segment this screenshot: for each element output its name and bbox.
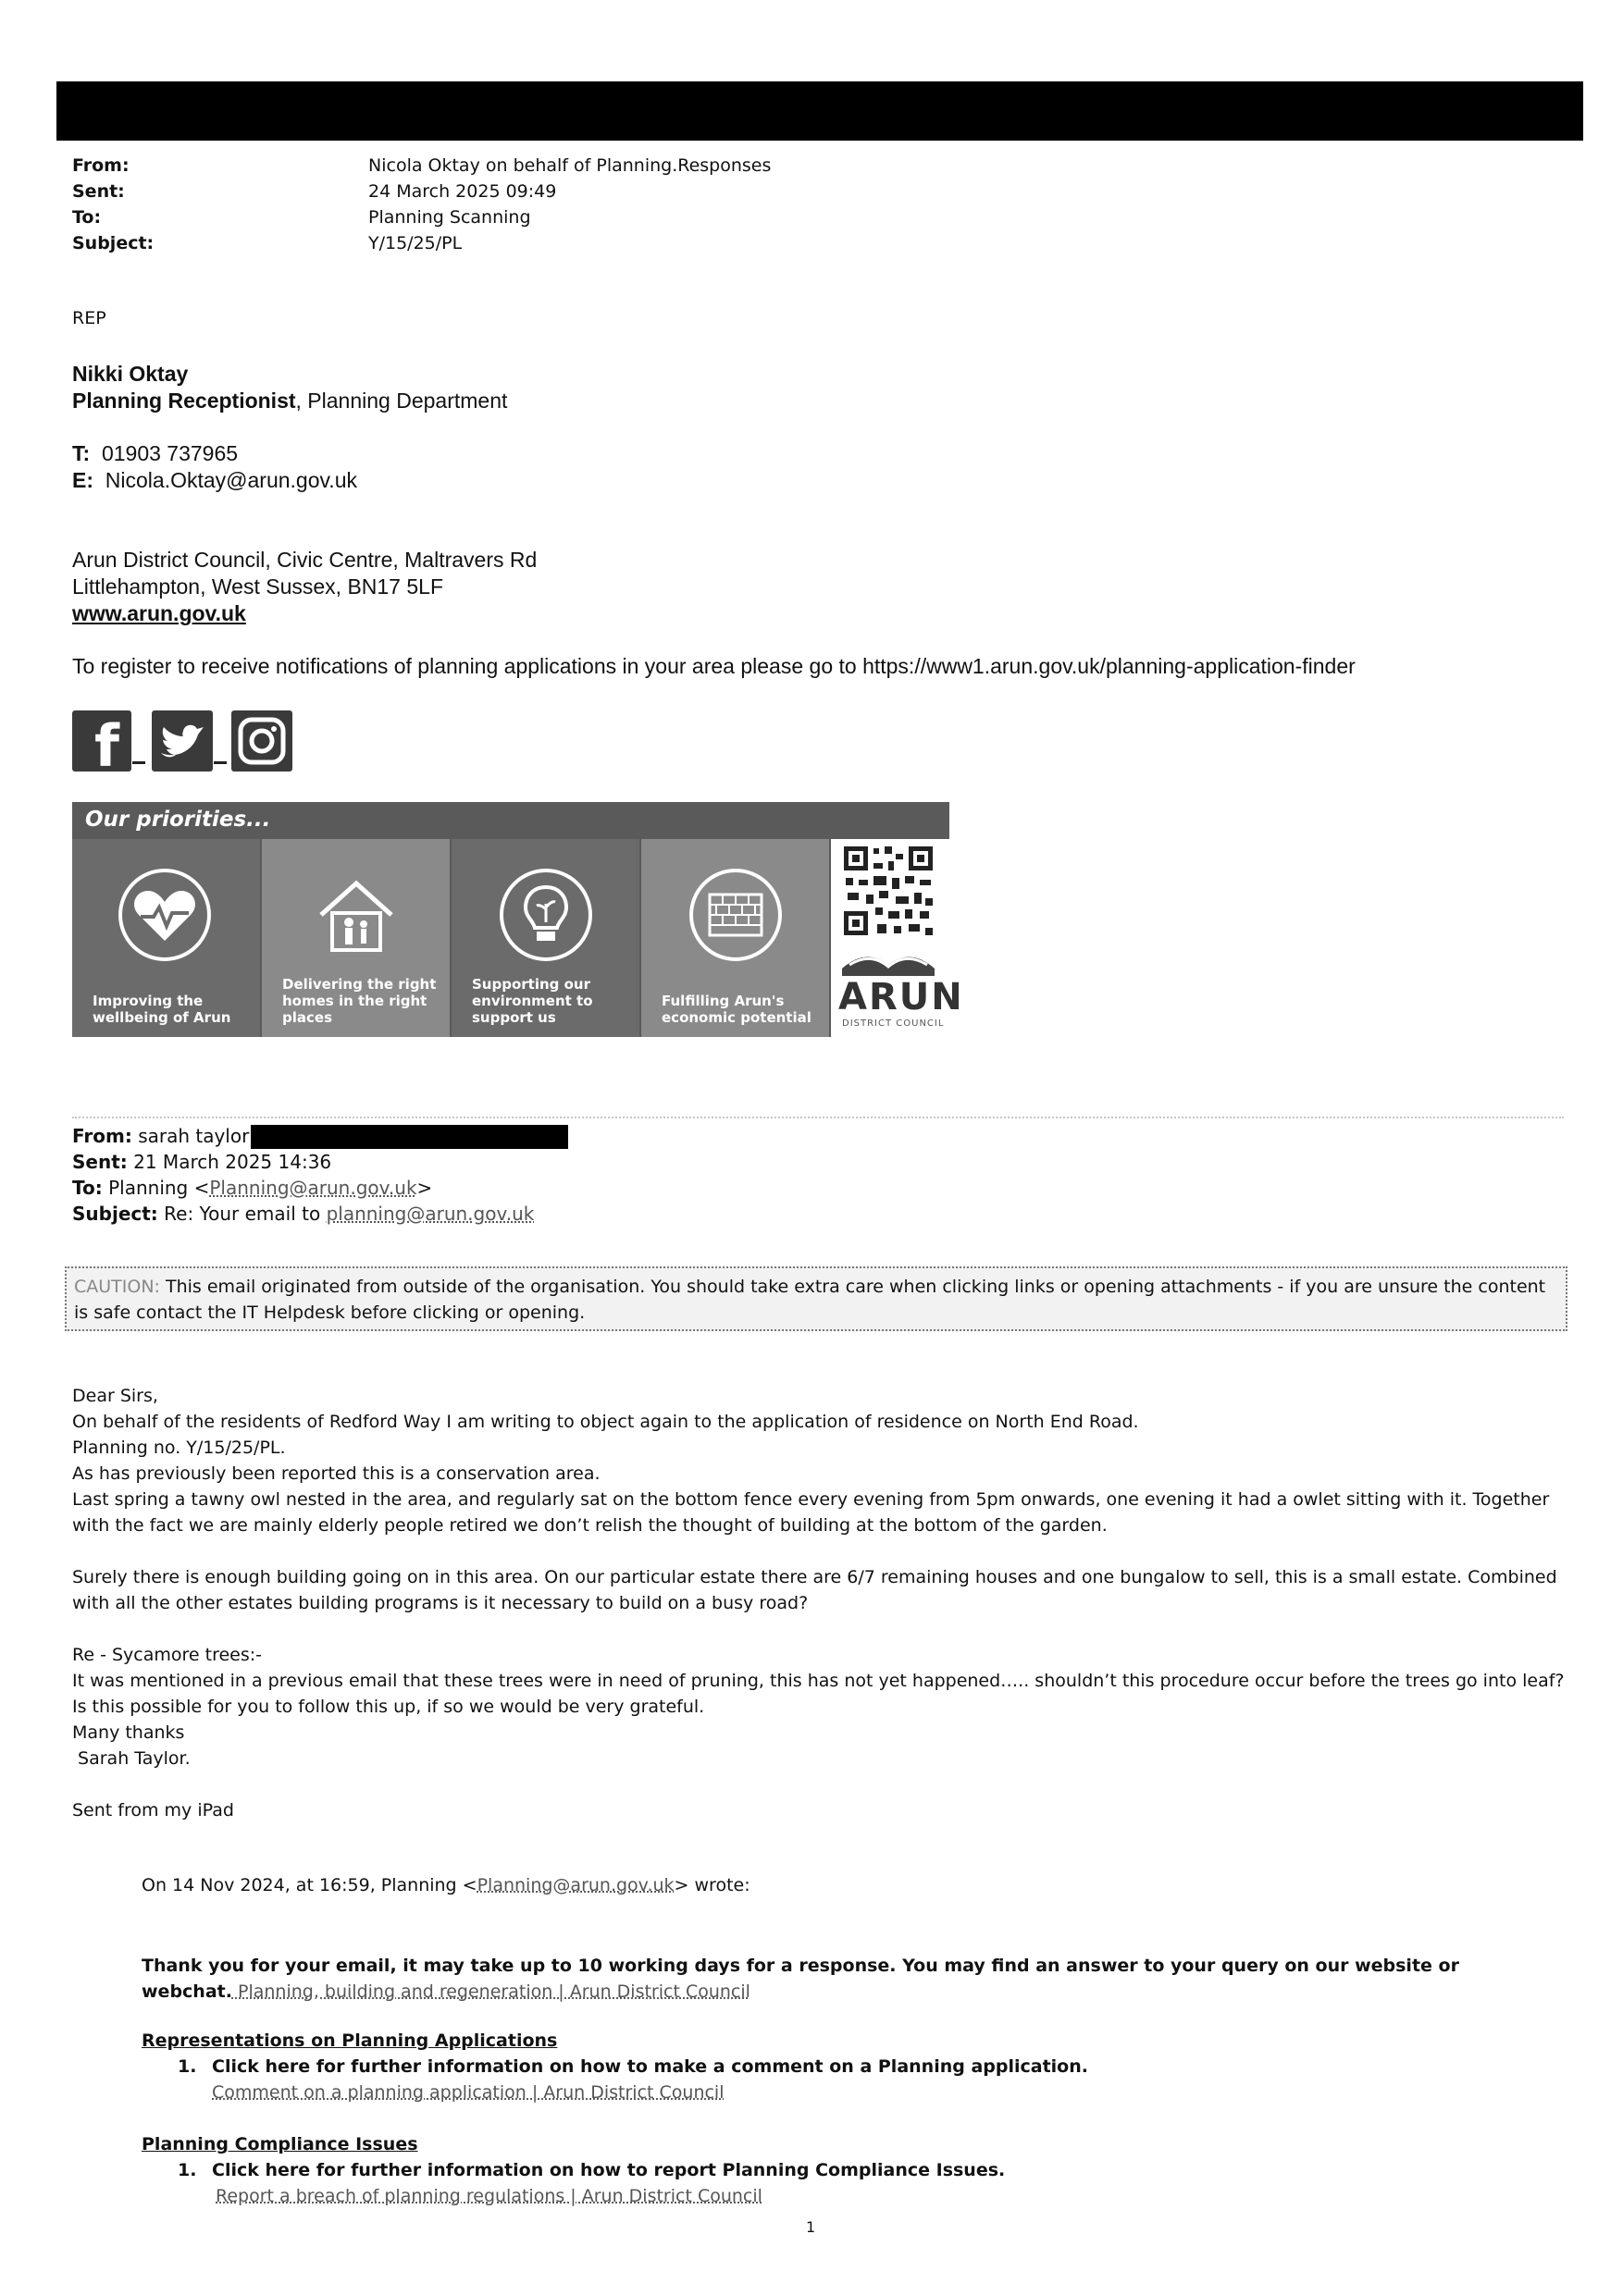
fwd-sent-value: 21 March 2025 14:36 bbox=[133, 1151, 332, 1173]
section-heading-representations: Representations on Planning Applications bbox=[142, 2031, 558, 2051]
caution-banner bbox=[65, 1266, 1567, 1331]
address-line-2: Littlehampton, West Sussex, BN17 5LF bbox=[72, 574, 443, 599]
letter-signoff: Sarah Taylor. bbox=[72, 1748, 191, 1769]
from-label: From: bbox=[72, 155, 130, 176]
fwd-subject bbox=[72, 1203, 534, 1225]
letter-paragraph: On behalf of the residents of Redford Way I am writing to object again to the application of residence on North End Road. bbox=[72, 1412, 1139, 1432]
priority-text: Improving the wellbeing of Arun bbox=[93, 993, 231, 1026]
wave-logo-icon bbox=[840, 948, 936, 976]
priority-panel bbox=[452, 839, 639, 1037]
report-breach-link[interactable]: Report a breach of planning regulations | Arun District Council bbox=[216, 2186, 762, 2206]
house-icon bbox=[308, 867, 404, 963]
fwd-from-value: sarah taylor bbox=[138, 1125, 250, 1147]
subject-label: Subject: bbox=[72, 233, 155, 253]
qr-code-icon[interactable] bbox=[840, 843, 936, 939]
quoted-intro-suffix: > wrote: bbox=[674, 1875, 750, 1895]
tel-value: 01903 737965 bbox=[101, 441, 239, 465]
caution-body: This email originated from outside of the organisation. You should take extra care when clicking links or opening attachments - if you are unsure the content is safe contact the IT Helpdesk before clicking or opening. bbox=[74, 1277, 1546, 1323]
fwd-subject-label: Subject: bbox=[72, 1203, 158, 1225]
email-label: E: bbox=[72, 468, 93, 492]
redaction-bar bbox=[251, 1125, 568, 1149]
letter-sent-from: Sent from my iPad bbox=[72, 1800, 234, 1821]
icon-separator bbox=[132, 761, 145, 764]
fwd-subject-prefix: Re: Your email to bbox=[164, 1203, 327, 1225]
register-note: To register to receive notifications of planning applications in your area please go to https://www1.arun.gov.uk/planning-application-finder bbox=[72, 654, 1356, 678]
fwd-to-suffix: > bbox=[416, 1177, 433, 1199]
priority-panel bbox=[641, 839, 829, 1037]
bricks-icon bbox=[688, 867, 784, 963]
priority-text: Fulfilling Arun's economic potential bbox=[662, 993, 812, 1026]
quoted-intro bbox=[142, 1875, 750, 1895]
logo-panel bbox=[831, 839, 964, 1037]
subject-value: Y/15/25/PL bbox=[368, 233, 463, 253]
sent-value: 24 March 2025 09:49 bbox=[368, 181, 557, 202]
planning-building-link[interactable]: Planning, building and regeneration | Arun District Council bbox=[231, 1981, 750, 2002]
letter-paragraph: Surely there is enough building going on in this area. On our particular estate there are 6/7 remaining houses and one bungalow to sell, this is a small estate. Combined with all the other estates building programs is it necessary to build on a busy road? bbox=[72, 1567, 1557, 1613]
sent-label: Sent: bbox=[72, 181, 125, 202]
address-line-1: Arun District Council, Civic Centre, Maltravers Rd bbox=[72, 548, 538, 572]
quoted-intro-prefix: On 14 Nov 2024, at 16:59, Planning < bbox=[142, 1875, 477, 1895]
redaction-bar bbox=[56, 81, 1583, 141]
from-value: Nicola Oktay on behalf of Planning.Responses bbox=[368, 155, 772, 176]
banner-heading: Our priorities... bbox=[85, 808, 271, 832]
website-link[interactable]: www.arun.gov.uk bbox=[72, 601, 246, 625]
letter-paragraph: Last spring a tawny owl nested in the area, and regularly sat on the bottom fence every evening from 5pm onwards, one evening it had a owlet sitting with it. Together with the fact we are mainly elderly people retired we don’t relish the thought of building at the bottom of the garden. bbox=[72, 1489, 1550, 1536]
to-value: Planning Scanning bbox=[368, 207, 531, 228]
letter-paragraph: It was mentioned in a previous email that these trees were in need of pruning, this has not yet happened….. shouldn’t this procedure occur before the trees go into leaf? Is this possible for you to follow this up, if so we would be very grateful. bbox=[72, 1671, 1565, 1717]
instagram-icon[interactable] bbox=[231, 710, 292, 772]
signature-name: Nikki Oktay bbox=[72, 362, 189, 386]
priorities-banner bbox=[72, 802, 964, 1037]
letter-paragraph: Re - Sycamore trees:- bbox=[72, 1645, 263, 1665]
priority-panel bbox=[72, 839, 260, 1037]
signature-title-bold: Planning Receptionist bbox=[72, 389, 296, 413]
signature-title-rest: , Planning Department bbox=[295, 389, 508, 413]
fwd-from-label: From: bbox=[72, 1125, 132, 1147]
list-item-compliance: Click here for further information on how to report Planning Compliance Issues. bbox=[212, 2160, 1006, 2180]
caution-label: CAUTION: bbox=[74, 1277, 160, 1297]
list-number: 1. bbox=[178, 2056, 197, 2077]
to-label: To: bbox=[72, 207, 102, 228]
letter-paragraph: As has previously been reported this is a conservation area. bbox=[72, 1463, 601, 1484]
fwd-to-label: To: bbox=[72, 1177, 103, 1199]
fwd-to-email-link[interactable]: Planning@arun.gov.uk bbox=[209, 1177, 417, 1199]
priority-panel bbox=[262, 839, 450, 1037]
letter-closing: Many thanks bbox=[72, 1722, 185, 1743]
lightbulb-icon bbox=[498, 867, 594, 963]
heart-icon bbox=[117, 867, 213, 963]
letter-greeting: Dear Sirs, bbox=[72, 1386, 158, 1406]
signature-tel bbox=[72, 441, 238, 466]
section-heading-compliance: Planning Compliance Issues bbox=[142, 2134, 418, 2154]
page-number: 1 bbox=[806, 2218, 816, 2236]
priority-text: Delivering the right homes in the right places bbox=[282, 976, 437, 1026]
fwd-sent-label: Sent: bbox=[72, 1151, 128, 1173]
fwd-to bbox=[72, 1177, 432, 1199]
fwd-sent bbox=[72, 1151, 331, 1173]
svg-text:f: f bbox=[94, 712, 119, 780]
fwd-subject-email-link[interactable]: planning@arun.gov.uk bbox=[326, 1203, 535, 1225]
signature-title bbox=[72, 389, 507, 414]
rep-label: REP bbox=[72, 308, 106, 328]
signature-email bbox=[72, 468, 357, 493]
icon-separator bbox=[214, 761, 227, 764]
email-value[interactable]: Nicola.Oktay@arun.gov.uk bbox=[105, 468, 357, 492]
tel-label: T: bbox=[72, 441, 91, 465]
quoted-thanks-text: Thank you for your email, it may take up to 10 working days for a response. You may find an answer to your query on our website or webchat. bbox=[142, 1956, 1459, 2002]
list-item-comment: Click here for further information on how to make a comment on a Planning application. bbox=[212, 2056, 1088, 2077]
fwd-to-prefix: Planning < bbox=[108, 1177, 210, 1199]
arun-logo-subtext: DISTRICT COUNCIL bbox=[842, 1018, 945, 1029]
email-separator bbox=[72, 1117, 1564, 1118]
caution-text bbox=[74, 1274, 1555, 1326]
list-number: 1. bbox=[178, 2160, 197, 2180]
quoted-email-link[interactable]: Planning@arun.gov.uk bbox=[477, 1875, 675, 1895]
facebook-icon[interactable] bbox=[72, 710, 131, 780]
letter-paragraph: Planning no. Y/15/25/PL. bbox=[72, 1438, 286, 1458]
quoted-thanks bbox=[142, 1953, 1493, 2005]
twitter-icon[interactable] bbox=[152, 710, 213, 772]
priority-text: Supporting our environment to support us bbox=[472, 976, 593, 1026]
fwd-from bbox=[72, 1125, 249, 1147]
arun-logo-text: ARUN bbox=[838, 976, 964, 1018]
comment-application-link[interactable]: Comment on a planning application | Arun District Council bbox=[212, 2082, 725, 2103]
